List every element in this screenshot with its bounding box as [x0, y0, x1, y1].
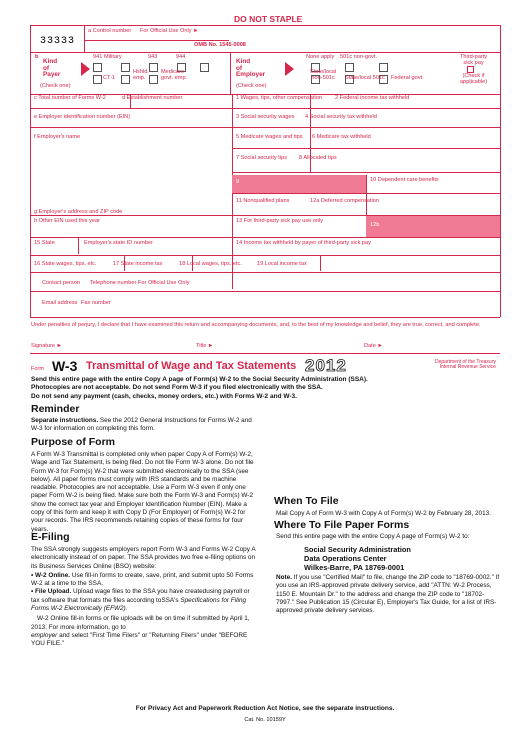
box-15-state-id-label: Employer's state ID number	[84, 240, 153, 246]
official-use-text: For Official Use Only	[140, 28, 192, 34]
box-12b-label: 12b	[370, 222, 380, 228]
instruction-line: Photocopies are not acceptable. Do not send Form W-3 if you filed electronically with the SSA.	[31, 384, 323, 392]
payer-option-military: Military	[104, 54, 122, 60]
box-16-label: 16 State wages, tips, etc.	[34, 261, 97, 267]
divider	[30, 52, 500, 53]
instruction-line-text: Do not send any payment (cash, checks, money orders, etc.) with Forms W-2 and W-3.	[31, 392, 297, 400]
box-4-label: 4 Social security tax withheld	[305, 114, 377, 120]
divider	[30, 237, 500, 238]
closing-text: W-2 Online fill-in forms or file uploads will be on time if submitted by April 1, 2013. For more information, go to	[31, 615, 250, 631]
arrow-right-icon: ►	[206, 343, 214, 349]
box-2-label: 2 Federal income tax withheld	[335, 95, 410, 101]
box-1-label: 1 Wages, tips, other compensation	[236, 95, 322, 101]
form-title: Transmittal of Wage and Tax Statements	[86, 360, 297, 372]
checkbox-ct1[interactable]	[93, 75, 102, 84]
box-9-label: 9	[236, 179, 240, 185]
checkbox-third-party-sick-pay[interactable]	[467, 66, 474, 73]
employer-link[interactable]: employer	[31, 631, 58, 639]
date-text: Date	[364, 343, 376, 349]
ssa-address	[304, 545, 411, 572]
kind-of-employer-check-one: (Check one)	[236, 83, 267, 89]
bullet-lead: • W-2 Online.	[31, 571, 71, 579]
payer-option-944: 944	[176, 54, 186, 60]
telephone-label: Telephone number	[90, 280, 137, 286]
fax-label: Fax number	[81, 300, 111, 306]
form-number: W-3	[52, 358, 78, 374]
box-9-shaded	[232, 175, 366, 193]
specifications-title: Specifications for Filing Forms W-2 Electronically (EFW2).	[31, 596, 247, 613]
closing-text-2: and select "First Time Filers" or "Returning Filers" under "BEFORE YOU FILE."	[31, 631, 248, 648]
employer-option-501c: 501c non-govt.	[340, 54, 378, 60]
payer-option-ct1: CT-1	[103, 75, 116, 81]
address-line: Data Operations Center	[304, 554, 387, 563]
bullet-text: Use fill-in forms to create, save, print, and submit upto 50 Forms W-2 at a time to the SSA.	[31, 571, 254, 588]
purpose-text: A Form W-3 Transmittal is completed only when paper Copy A of Form(s) W-2, Wage and Tax Statement, is being filed. Do not file Form W-3 alone. Do not file Form W-3 for Form(s) W-2 that were submitted electronically to the SSA (see below). All paper forms must comply with IRS standards and be machine readable. Photocopies are not acceptable. Use a Form W-3 even if only one paper Form W-2 is being filed. Make sure both the Form W-3 and Form(s) W-2 show the correct tax year and Employer Identification Number (EIN). Make a copy of this form and keep it with Copy D (For Employer) of Form(s) W-2 for your records. The IRS recommends retaining copies of these forms for four years.	[31, 451, 254, 533]
reminder-body: See the 2012 General Instructions for Forms W-2 and W-3 for information on completing this form.	[31, 417, 252, 433]
box-12b-shaded	[366, 216, 500, 237]
send-instructions	[31, 376, 501, 401]
form-code: 33333	[40, 36, 76, 47]
efiling-text	[31, 546, 259, 649]
efiling-bullet-2	[31, 588, 259, 613]
efiling-heading: E-Filing	[31, 531, 70, 543]
payer-option-medicare: Medicare govt. emp.	[161, 69, 188, 81]
divider	[232, 172, 500, 173]
signature-label	[31, 344, 62, 350]
perjury-statement: Under penalties of perjury, I declare that I have examined this return and accompanying documents, and, to the best of my knowledge and belief, they are true, correct, and complete.	[31, 322, 481, 328]
box-6-label: 6 Medicare tax withheld	[312, 134, 371, 140]
email-label: Email address	[42, 300, 78, 306]
do-not-staple: DO NOT STAPLE	[234, 14, 303, 24]
privacy-notice: For Privacy Act and Paperwork Reduction Act Notice, see the separate instructions.	[135, 705, 395, 712]
checkbox-medicare-govt[interactable]	[149, 75, 158, 84]
title-text: Title	[196, 343, 207, 349]
address-line: Wilkes-Barre, PA 18769-0001	[304, 563, 405, 572]
checkbox-hshld-emp[interactable]	[121, 75, 130, 84]
when-to-file-text: Mail Copy A of Form W-3 with Copy A of Form(s) W-2 by February 28, 2013.	[276, 510, 491, 517]
employer-option-state-501c: State/local 501c	[345, 75, 385, 81]
instruction-line	[31, 393, 501, 401]
official-use-label	[140, 29, 199, 35]
divider	[30, 291, 500, 292]
divider	[30, 353, 500, 354]
arrow-right-icon	[81, 62, 90, 76]
frame-right	[500, 25, 501, 317]
box-11-label: 11 Nonqualified plans	[236, 198, 290, 204]
payer-option-941: 941	[93, 54, 103, 60]
arrow-right-icon: ►	[193, 28, 199, 34]
address-line: Social Security Administration	[304, 545, 411, 554]
contact-person-label: Contact person	[42, 280, 80, 286]
box-c-label: c Total number of Forms W-2	[34, 95, 106, 101]
arrow-right-icon: ►	[54, 343, 63, 349]
divider	[30, 108, 500, 109]
form-word: Form	[31, 366, 45, 372]
bullet-lead: • File Upload.	[31, 588, 72, 596]
date-label	[364, 344, 383, 350]
divider	[320, 256, 321, 271]
kind-of-employer-title: Kind of Employer	[236, 58, 266, 79]
reminder-text	[31, 417, 256, 434]
divider	[30, 272, 500, 273]
box-17-label: 17 State income tax	[113, 261, 163, 267]
box-b-letter: b	[35, 54, 39, 60]
efiling-intro: The SSA strongly suggests employers report Form W-3 and Forms W-2 Copy A electronically instead of on paper. The SSA provides two free e-filing options on its Business Services Online (BSO) website:	[31, 546, 256, 570]
payer-option-hshld: Hshld. emp.	[133, 69, 149, 81]
arrow-right-icon: ►	[375, 343, 383, 349]
employer-option-federal: Federal govt.	[391, 75, 424, 81]
checkbox-941[interactable]	[93, 63, 102, 72]
divider	[84, 25, 85, 52]
box-f-label: f Employer's name	[34, 134, 81, 140]
kind-of-payer-check-one: (Check one)	[40, 83, 71, 89]
when-to-file-heading: When To File	[274, 495, 339, 507]
box-7-label: 7 Social security tips	[236, 155, 287, 161]
checkbox-blank[interactable]	[200, 63, 209, 72]
efiling-closing	[31, 615, 259, 648]
official-use-label-2	[138, 281, 190, 287]
arrow-right-icon	[285, 62, 294, 76]
checkbox-military[interactable]	[121, 63, 130, 72]
divider	[30, 255, 500, 256]
where-to-file-heading: Where To File Paper Forms	[274, 519, 410, 531]
where-to-file-note	[276, 574, 502, 615]
divider	[232, 148, 500, 149]
box-15-label: 15 State	[34, 240, 55, 246]
box-8-label: 8 Allocated tips	[299, 155, 337, 161]
control-number-label: a Control number	[88, 28, 132, 34]
box-10-label: 10 Dependent care benefits	[370, 177, 439, 183]
box-g-label: g Employer's address and ZIP code	[34, 209, 123, 215]
box-e-label: e Employer identification number (EIN)	[34, 114, 131, 120]
third-party-note: (Check if applicable)	[460, 73, 488, 85]
divider	[232, 193, 500, 194]
divider	[84, 40, 229, 41]
box-18-label: 18 Local wages, tips, etc.	[179, 261, 242, 267]
payer-option-943: 943	[148, 54, 158, 60]
box-d-label: d Establishment number	[122, 95, 183, 101]
employer-option-state-non501c: State/local non-501c	[310, 69, 337, 81]
box-13-label: 13 For third-party sick pay use only	[236, 218, 324, 224]
box-h-label: h Other EIN used this year	[34, 218, 100, 224]
catalog-number: Cat. No. 10159Y	[244, 717, 286, 723]
checkbox-extra[interactable]	[379, 63, 388, 72]
box-3-label: 3 Social security wages	[236, 114, 295, 120]
title-label	[196, 344, 213, 350]
divider	[78, 237, 79, 254]
frame-left	[30, 25, 31, 317]
box-14-label: 14 Income tax withheld by payer of third-party sick pay	[236, 240, 371, 246]
reminder-lead: Separate instructions.	[31, 417, 99, 424]
third-party-sick-pay: Third-party sick pay	[460, 54, 488, 66]
official-use-text-2: For Official Use Only	[138, 280, 190, 286]
reminder-heading: Reminder	[31, 403, 80, 415]
where-to-file-text: Send this entire page with the entire Copy A page of Form(s) W-2 to:	[276, 533, 470, 540]
divider	[30, 317, 500, 318]
divider	[30, 127, 500, 128]
kind-of-payer-title: Kind of Payer	[43, 58, 61, 79]
bullet-text: Upload wage files to the SSA you have createdusing payroll or tax software that formats the files according toSSA's	[31, 588, 250, 604]
department-label: Department of the Treasury Internal Revenue Service	[435, 359, 496, 371]
purpose-heading: Purpose of Form	[31, 436, 116, 448]
note-lead: Note.	[276, 574, 292, 581]
omb-number: OMB No. 1545-0008	[194, 42, 246, 48]
checkbox-501c-nongovt[interactable]	[345, 63, 354, 72]
box-12a-label: 12a Deferred compensation	[310, 198, 380, 204]
frame-top	[30, 25, 500, 26]
divider	[230, 52, 231, 94]
box-19-label: 19 Local income tax	[257, 261, 307, 267]
box-5-label: 5 Medicare wages and tips	[236, 134, 303, 140]
note-body: If you use "Certified Mail" to file, change the ZIP code to "18769-0002." If you use an IRS-approved private delivery service, add "ATTN: W-2 Process, 1150 E. Mountain Dr." to the address and change the ZIP code to "18702-7997." See Publication 15 (Circular E), Employer's Tax Guide, for a list of IRS-approved private delivery services.	[276, 574, 500, 615]
tax-year: 2012	[305, 356, 347, 375]
employer-option-none: None apply	[306, 54, 335, 60]
instruction-line: Send this entire page with the entire Copy A page of Form(s) W-2 to the Social Security Administration (SSA).	[31, 376, 368, 383]
signature-text: Signature	[31, 343, 55, 349]
efiling-bullet-1	[31, 572, 259, 589]
checkbox-943[interactable]	[149, 63, 158, 72]
